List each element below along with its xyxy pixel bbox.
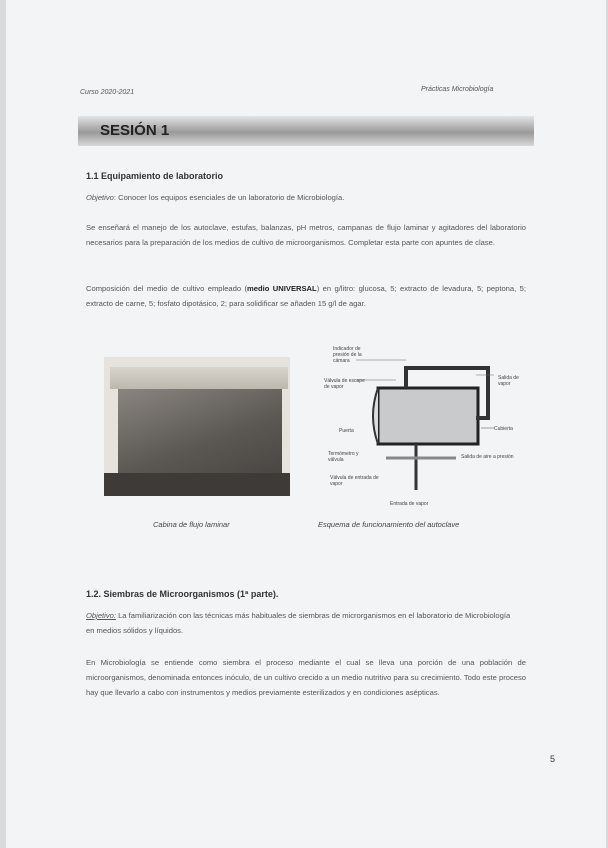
diagram-label: Indicador de presión de la cámara (333, 346, 362, 364)
objective-label: Objetivo: (86, 611, 116, 620)
paragraph: Se enseñará el manejo de los autoclave, estufas, balanzas, pH metros, campanas de flujo laminar y agitadores del laboratorio necesarios para la preparación de los medios de cultivo de microorganismos. Completar esta parte con apuntes de clase. (86, 223, 526, 247)
header-course: Curso 2020-2021 (80, 89, 135, 96)
laminar-flow-photo (104, 357, 290, 496)
figure-caption: Esquema de funcionamiento del autoclave (318, 520, 460, 529)
diagram-label: Entrada de vapor (390, 501, 429, 507)
page-number: 5 (550, 754, 556, 764)
diagram-label: Válvula de entrada de vapor (330, 475, 379, 487)
session-banner (78, 116, 534, 146)
objective-text: : Conocer los equipos esenciales de un laboratorio de Microbiología. (113, 193, 345, 202)
diagram-label: Cubierta (494, 426, 513, 432)
diagram-label: Salida de vapor (498, 375, 519, 387)
diagram-label: Puerta (339, 428, 354, 434)
paragraph-part: ) en g/litro: glucosa, 5; extracto de levadura, 5; peptona, 5; extracto de carne, 5; fosfato dipotásico, 2; para solidificar se añaden 15 g/l de agar. (86, 284, 526, 308)
paragraph: En Microbiología se entiende como siembra el proceso mediante el cual se lleva una porción de una población de microorganismos, denominada entonces inóculo, de un cultivo crecido a un medio nutritivo para su crecimiento. Todo este proceso hay que llevarlo a cabo con instrumentos y medios previamente esterilizados y en condiciones asépticas. (86, 658, 526, 697)
paragraph-part: Composición del medio de cultivo empleado ( (86, 284, 248, 293)
objective-label: Objetivo (86, 193, 114, 202)
section-title: 1.2. Siembras de Microorganismos (1ª parte). (86, 589, 279, 599)
diagram-label: Salida de aire a presión (461, 454, 514, 460)
document-page (6, 0, 606, 848)
bold-text: medio UNIVERSAL (247, 284, 317, 293)
objective-text: La familiarización con las técnicas más habituales de siembras de microrganismos en el laboratorio de Microbiología en medios sólidos y líquidos. (86, 611, 511, 635)
session-title: SESIÓN 1 (100, 122, 170, 139)
section-title: 1.1 Equipamiento de laboratorio (86, 171, 224, 181)
diagram-label: Válvula de escape de vapor (324, 378, 365, 390)
figure-caption: Cabina de flujo laminar (153, 520, 230, 529)
diagram-label: Termómetro y válvula (328, 451, 359, 463)
header-subject: Prácticas Microbiología (421, 86, 494, 93)
